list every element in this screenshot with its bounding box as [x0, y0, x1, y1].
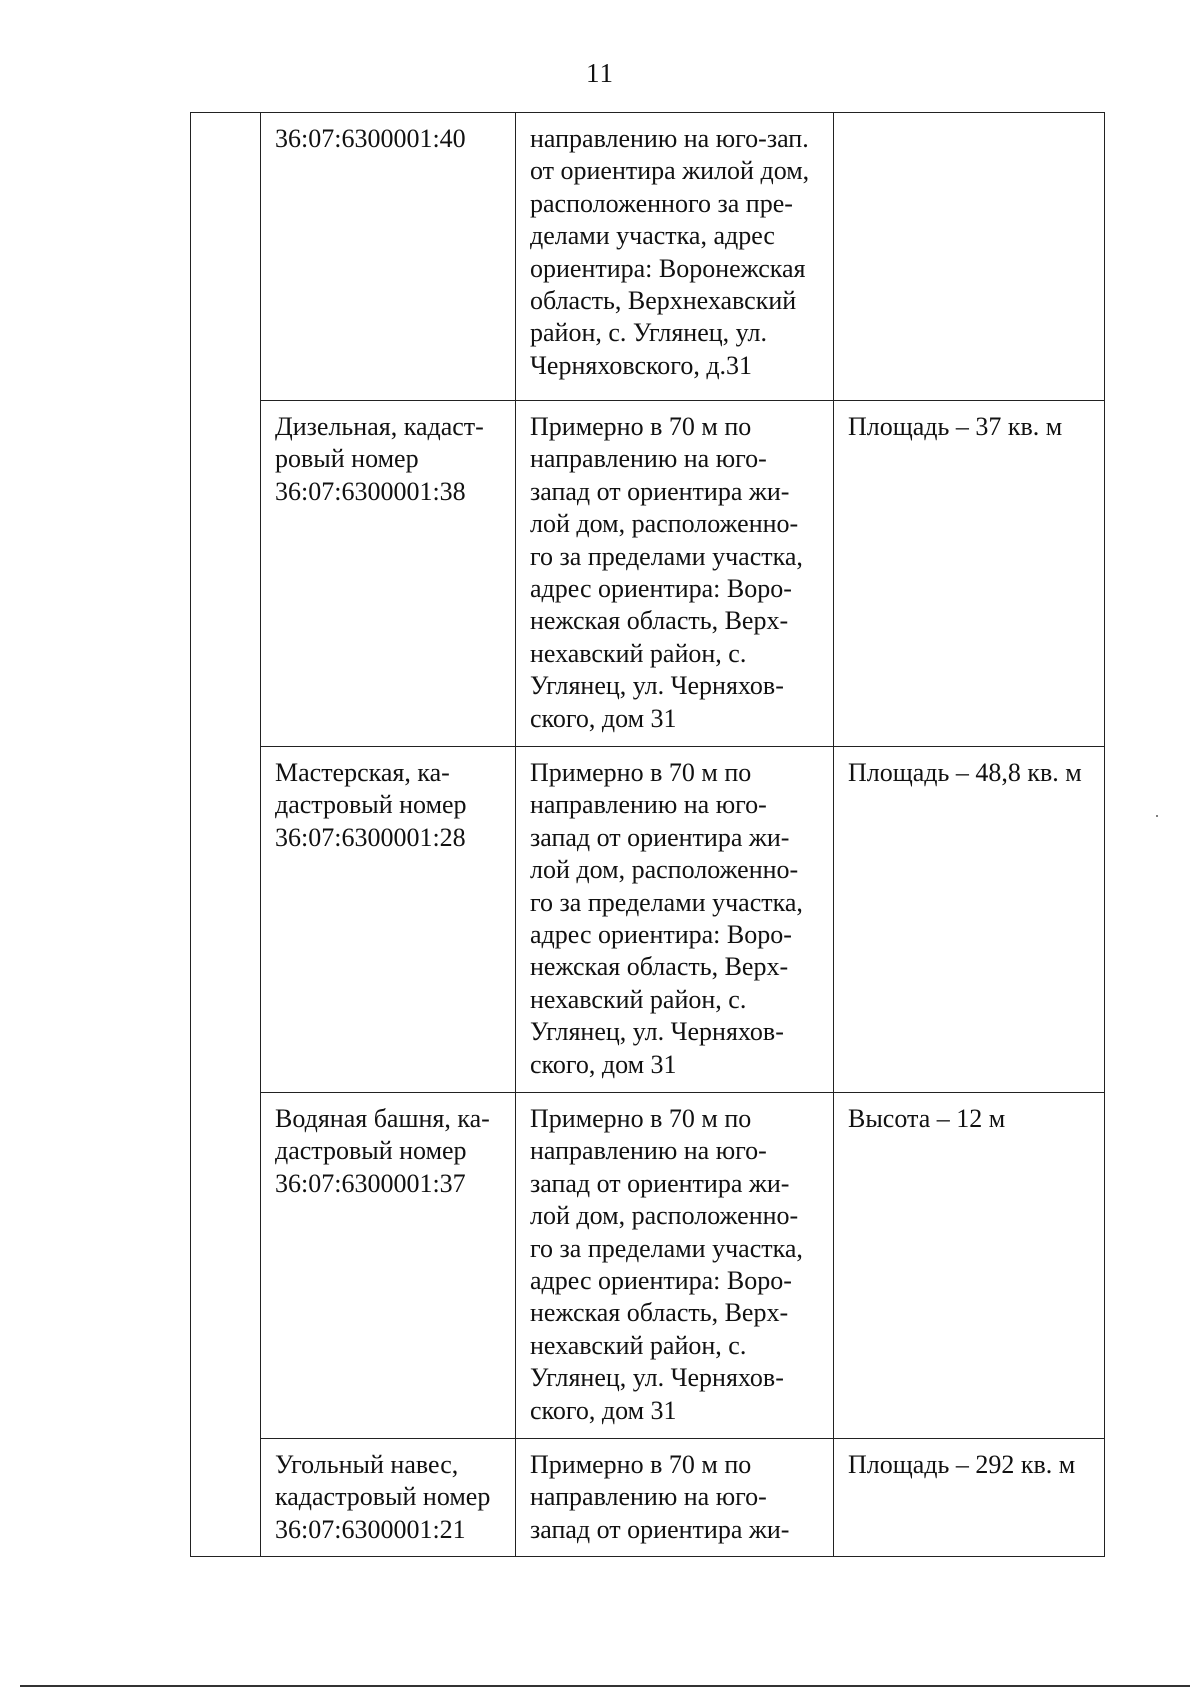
row-number-cell [191, 1093, 261, 1439]
property-table [190, 112, 1105, 1557]
scan-speck [1156, 815, 1158, 817]
row-number-cell [191, 401, 261, 747]
object-location-cell: Примерно в 70 м по направлению на юго- запад от ориентира жи- лой дом, расположенно- го за пределами участка, адрес ориентира: Воро- нежская область, Верх- нехавский район, с. Углянец, ул. Черняхов- ского, дом 31 [516, 1093, 834, 1439]
object-characteristic-cell [834, 113, 1105, 401]
object-name-cell: Угольный навес, кадастровый номер 36:07:6300001:21 [261, 1439, 516, 1557]
page-number: 11 [586, 58, 614, 88]
object-name-cell: Мастерская, ка- дастровый номер 36:07:6300001:28 [261, 747, 516, 1093]
object-characteristic-cell: Высота – 12 м [834, 1093, 1105, 1439]
object-name-cell: 36:07:6300001:40 [261, 113, 516, 401]
object-name-cell: Водяная башня, ка- дастровый номер 36:07:6300001:37 [261, 1093, 516, 1439]
row-number-cell [191, 113, 261, 401]
table-row [191, 113, 1105, 401]
object-characteristic-cell: Площадь – 292 кв. м [834, 1439, 1105, 1557]
object-location-cell: Примерно в 70 м по направлению на юго- запад от ориентира жи- [516, 1439, 834, 1557]
table-row [191, 401, 1105, 747]
object-location-cell: направлению на юго-зап. от ориентира жилой дом, расположенного за пре- делами участка, адрес ориентира: Воронежская область, Верхнехавский район, с. Углянец, ул. Черняховского, д.31 [516, 113, 834, 401]
table-row [191, 1093, 1105, 1439]
object-name-cell: Дизельная, кадаст- ровый номер 36:07:6300001:38 [261, 401, 516, 747]
footer-rule [20, 1685, 1190, 1687]
row-number-cell [191, 747, 261, 1093]
table-row [191, 1439, 1105, 1557]
object-characteristic-cell: Площадь – 37 кв. м [834, 401, 1105, 747]
object-characteristic-cell: Площадь – 48,8 кв. м [834, 747, 1105, 1093]
row-number-cell [191, 1439, 261, 1557]
table-row [191, 747, 1105, 1093]
object-location-cell: Примерно в 70 м по направлению на юго- запад от ориентира жи- лой дом, расположенно- го за пределами участка, адрес ориентира: Воро- нежская область, Верх- нехавский район, с. Углянец, ул. Черняхов- ского, дом 31 [516, 401, 834, 747]
object-location-cell: Примерно в 70 м по направлению на юго- запад от ориентира жи- лой дом, расположенно- го за пределами участка, адрес ориентира: Воро- нежская область, Верх- нехавский район, с. Углянец, ул. Черняхов- ского, дом 31 [516, 747, 834, 1093]
